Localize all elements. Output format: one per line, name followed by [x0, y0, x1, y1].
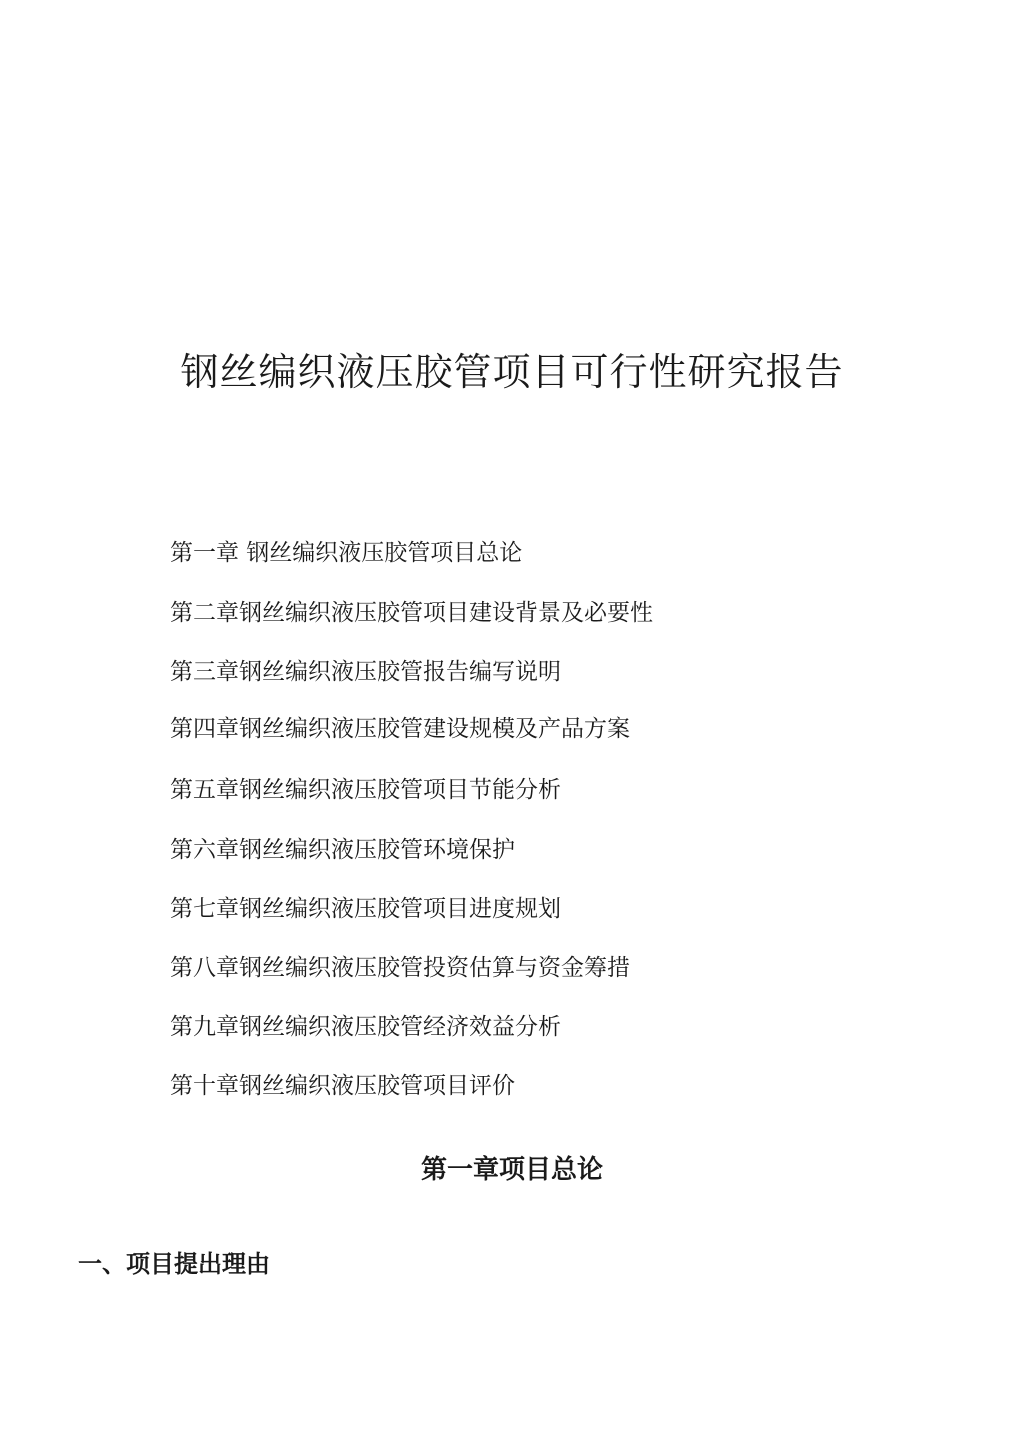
toc-item-chapter-7: 第七章钢丝编织液压胶管项目进度规划: [170, 896, 561, 922]
toc-item-chapter-4: 第四章钢丝编织液压胶管建设规模及产品方案: [170, 716, 630, 742]
toc-item-chapter-8: 第八章钢丝编织液压胶管投资估算与资金筹措: [170, 955, 630, 981]
toc-item-chapter-10: 第十章钢丝编织液压胶管项目评价: [170, 1073, 515, 1099]
chapter-heading: 第一章项目总论: [420, 1154, 603, 1185]
toc-item-chapter-2: 第二章钢丝编织液压胶管项目建设背景及必要性: [170, 600, 653, 626]
document-title: 钢丝编织液压胶管项目可行性研究报告: [180, 350, 844, 395]
toc-item-chapter-6: 第六章钢丝编织液压胶管环境保护: [170, 837, 515, 863]
section-heading: 一、项目提出理由: [78, 1250, 270, 1278]
toc-item-chapter-1: 第一章 钢丝编织液压胶管项目总论: [170, 540, 523, 566]
toc-item-chapter-5: 第五章钢丝编织液压胶管项目节能分析: [170, 777, 561, 803]
toc-item-chapter-9: 第九章钢丝编织液压胶管经济效益分析: [170, 1014, 561, 1040]
toc-item-chapter-3: 第三章钢丝编织液压胶管报告编写说明: [170, 659, 561, 685]
